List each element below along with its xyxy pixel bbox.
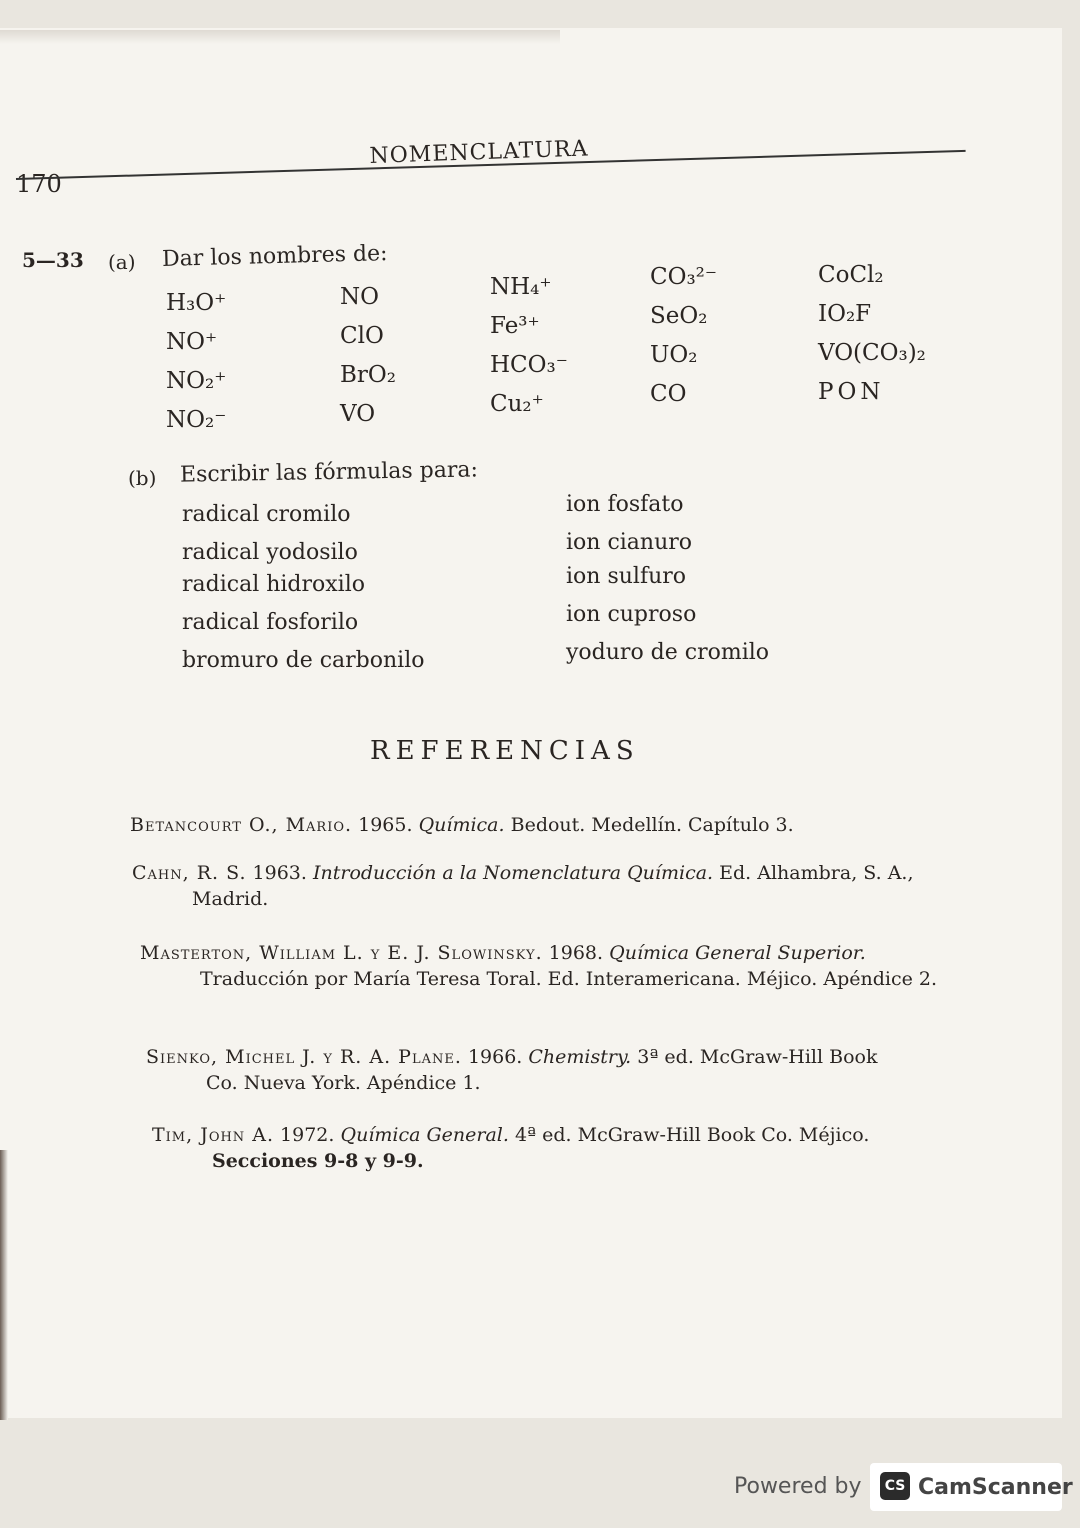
reference-continuation: Madrid. [192, 888, 269, 910]
reference-year: 1972. [280, 1124, 335, 1146]
name-item: radical hidroxilo [182, 572, 365, 597]
formula: NO₂⁺ [166, 368, 227, 394]
reference-author: Tim, John A. [152, 1124, 274, 1146]
formula: SeO₂ [650, 303, 708, 329]
names-left-column [182, 496, 425, 680]
reference-author: Masterton, William L. y E. J. Slowinsky. [140, 942, 543, 964]
name-item: radical yodosilo [182, 540, 358, 565]
formula: ClO [340, 323, 384, 349]
reference-title: Química General. [340, 1124, 509, 1146]
reference-year: 1968. [548, 942, 604, 964]
formula: NO [340, 284, 379, 310]
formula: CoCl₂ [818, 262, 884, 288]
part-a-instruction: Dar los nombres de: [161, 241, 388, 272]
reference-continuation: Traducción por María Teresa Toral. Ed. Interamericana. Méjico. Apéndice 2. [200, 968, 938, 990]
reference-item [140, 940, 960, 992]
name-item: ion cuproso [566, 602, 697, 627]
formula: BrO₂ [340, 362, 396, 388]
reference-year: 1966. [467, 1046, 523, 1068]
page-title: NOMENCLATURA [369, 136, 589, 169]
references-heading: REFERENCIAS [370, 736, 640, 766]
formula: VO(CO₃)₂ [818, 340, 926, 366]
formula-column-3 [490, 268, 568, 424]
reference-author: Sienko, Michel J. y R. A. Plane. [146, 1046, 462, 1068]
reference-continuation: Co. Nueva York. Apéndice 1. [206, 1072, 481, 1094]
formula: H₃O⁺ [166, 290, 227, 316]
name-item: ion cianuro [566, 530, 693, 555]
formula: Fe³⁺ [490, 313, 540, 339]
scanned-page [0, 28, 1062, 1418]
reference-item [152, 1122, 972, 1174]
formula: CO₃²⁻ [650, 264, 718, 290]
reference-item [132, 860, 952, 912]
reference-year: 1965. [358, 814, 413, 836]
page-edge-smudge [0, 30, 560, 44]
names-right-column [566, 486, 769, 672]
formula: PON [818, 379, 885, 405]
name-item: ion sulfuro [566, 564, 687, 589]
name-item: radical fosforilo [182, 610, 359, 635]
formula: Cu₂⁺ [490, 391, 544, 417]
page-edge-shadow [0, 1150, 8, 1420]
camscanner-brand: CamScanner [918, 1475, 1073, 1500]
reference-author: Betancourt O., Mario. [130, 814, 353, 836]
reference-year: 1963. [252, 862, 307, 884]
reference-item [130, 812, 950, 838]
camscanner-logo-icon: CS [880, 1472, 910, 1500]
problem-number: 5—33 [22, 248, 84, 272]
name-item: yoduro de cromilo [566, 640, 770, 665]
part-a-label: (a) [108, 250, 136, 274]
formula: IO₂F [818, 301, 872, 327]
formula: HCO₃⁻ [490, 352, 568, 378]
reference-details: 4ª ed. McGraw-Hill Book Co. Méjico. [514, 1124, 870, 1146]
reference-title: Introducción a la Nomenclatura Química. [312, 862, 714, 884]
page-number: 170 [16, 170, 62, 198]
formula-column-4 [650, 258, 717, 414]
formula: NO⁺ [166, 329, 218, 355]
formula-column-1 [166, 284, 226, 440]
reference-item [146, 1044, 966, 1096]
reference-title: Chemistry. [528, 1046, 632, 1068]
reference-continuation: Secciones 9-8 y 9-9. [212, 1150, 424, 1172]
powered-by-text: Powered by [734, 1474, 862, 1499]
name-item: ion fosfato [566, 492, 684, 517]
reference-details: Ed. Alhambra, S. A., [719, 862, 914, 884]
reference-details: Bedout. Medellín. Capítulo 3. [510, 814, 794, 836]
formula-column-2 [340, 278, 396, 434]
part-b-label: (b) [128, 466, 157, 490]
name-item: radical cromilo [182, 502, 351, 527]
formula: CO [650, 381, 687, 407]
reference-details: 3ª ed. McGraw-Hill Book [637, 1046, 878, 1068]
reference-title: Química General Superior. [609, 942, 866, 964]
formula: NH₄⁺ [490, 274, 552, 300]
name-item: bromuro de carbonilo [182, 648, 425, 673]
reference-title: Química. [418, 814, 505, 836]
formula: UO₂ [650, 342, 698, 368]
reference-author: Cahn, R. S. [132, 862, 247, 884]
formula: NO₂⁻ [166, 407, 227, 433]
part-b-instruction: Escribir las fórmulas para: [179, 457, 479, 488]
formula-column-5 [818, 256, 926, 412]
formula: VO [340, 401, 376, 427]
